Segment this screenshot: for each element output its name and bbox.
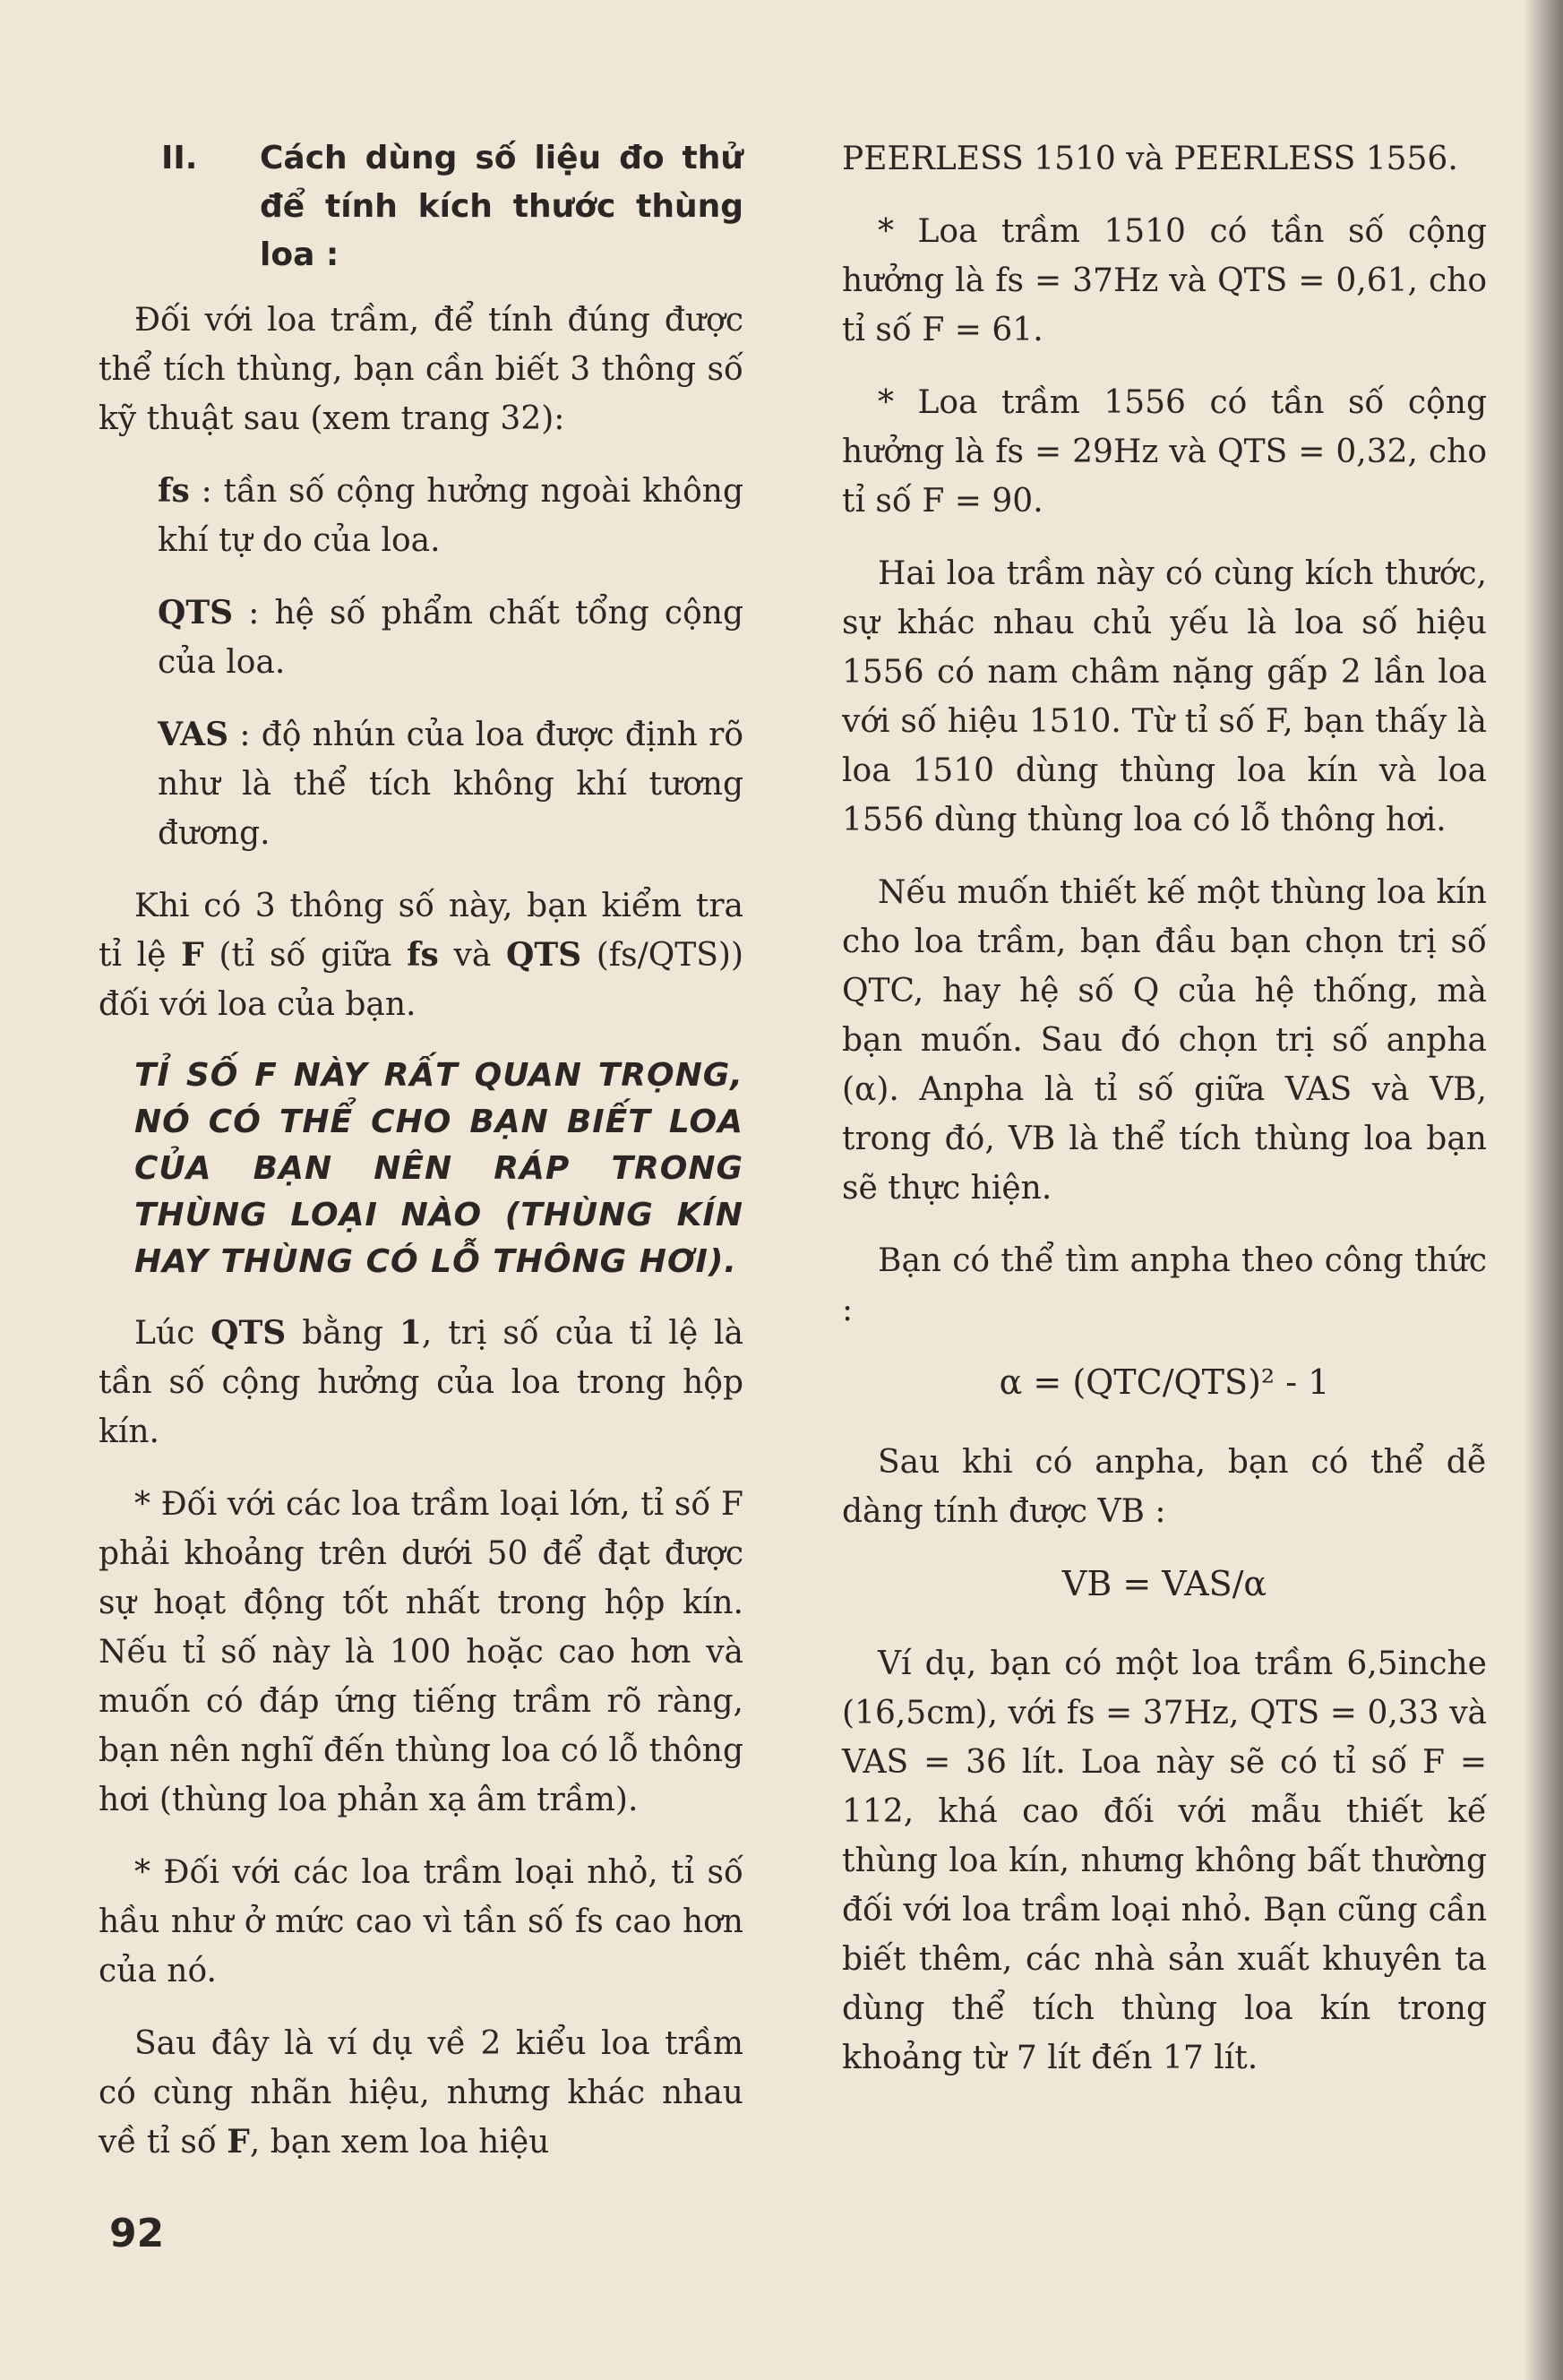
alpha-formula: α = (QTC/QTS)² - 1	[999, 1362, 1330, 1402]
term-fs: fs	[158, 472, 190, 510]
comparison-paragraph: Hai loa trầm này có cùng kích thước, sự khác nhau chủ yếu là loa số hiệu 1556 có nam châm nặng gấp 2 lần loa với số hiệu 1510. Từ tỉ số F, bạn thấy là loa 1510 dùng thùng loa kín và loa 1556 dùng thùng loa có lỗ thông hơi.	[842, 555, 1487, 838]
term-vas: VAS	[158, 716, 229, 753]
term-qts: QTS	[210, 1314, 287, 1352]
vb-formula: VB = VAS/α	[1061, 1564, 1267, 1603]
intro-paragraph: Đối với loa trầm, để tính đúng được thể tích thùng, bạn cần biết 3 thông số kỹ thuật sau (xem trang 32):	[99, 302, 743, 437]
text-run: Lúc	[134, 1315, 211, 1352]
section-title: Cách dùng số liệu đo thử để tính kích thước thùng loa :	[260, 140, 743, 273]
right-column	[842, 134, 1487, 2106]
definition-vas-text: : độ nhún của loa được định rõ như là thể tích không khí tương đương.	[158, 717, 743, 852]
bullet-small-woofers: * Đối với các loa trầm loại nhỏ, tỉ số hầu như ở mức cao vì tần số fs cao hơn của nó.	[99, 1854, 743, 1989]
page-edge-shadow	[1525, 0, 1563, 2380]
text-run: (tỉ số giữa	[203, 937, 408, 974]
text-run: , bạn xem loa hiệu	[249, 2124, 550, 2161]
continued-paragraph: PEERLESS 1510 và PEERLESS 1556.	[842, 141, 1458, 177]
definition-fs	[99, 467, 743, 565]
term-qts: QTS	[505, 936, 582, 974]
bullet-peerless-1510: * Loa trầm 1510 có tần số cộng hưởng là fs = 37Hz và QTS = 0,61, cho tỉ số F = 61.	[842, 213, 1487, 348]
definition-qts	[99, 589, 743, 687]
text-run: Khi có 3 thông số này, bạn kiểm tra tỉ lệ	[99, 888, 743, 974]
bullet-large-woofers: * Đối với các loa trầm loại lớn, tỉ số F phải khoảng trên dưới 50 để đạt được sự hoạt động tốt nhất trong hộp kín. Nếu tỉ số này là 100 hoặc cao hơn và muốn có đáp ứng tiếng trầm rõ ràng, bạn nên nghĩ đến thùng loa có lỗ thông hơi (thùng loa phản xạ âm trầm).	[99, 1486, 743, 1818]
bullet-peerless-1556: * Loa trầm 1556 có tần số cộng hưởng là fs = 29Hz và QTS = 0,32, cho tỉ số F = 90.	[842, 384, 1487, 520]
example-intro-paragraph	[99, 2019, 743, 2167]
text-run: (fs/QTS)) đối với loa của bạn.	[99, 937, 744, 1023]
page-number: 92	[109, 2211, 165, 2256]
formula-intro-paragraph: Bạn có thể tìm anpha theo công thức :	[842, 1242, 1487, 1328]
left-column	[99, 134, 743, 2190]
value-one: 1	[399, 1314, 422, 1352]
term-qts: QTS	[158, 594, 234, 632]
text-run: Sau đây là ví dụ về 2 kiểu loa trầm có cùng nhãn hiệu, nhưng khác nhau về tỉ số	[99, 2025, 743, 2161]
term-fs: fs	[407, 936, 439, 974]
check-ratio-paragraph	[99, 881, 743, 1029]
term-f: F	[227, 2123, 250, 2161]
design-paragraph: Nếu muốn thiết kế một thùng loa kín cho loa trầm, bạn đầu bạn chọn trị số QTC, hay hệ số Q của hệ thống, mà bạn muốn. Sau đó chọn trị số anpha (α). Anpha là tỉ số giữa VAS và VB, trong đó, VB là thể tích thùng loa bạn sẽ thực hiện.	[842, 874, 1487, 1207]
worked-example-paragraph: Ví dụ, bạn có một loa trầm 6,5inche (16,5cm), với fs = 37Hz, QTS = 0,33 và VAS = 36 lít. Loa này sẽ có tỉ số F = 112, khá cao đối với mẫu thiết kế thùng loa kín, nhưng không bất thường đối với loa trầm loại nhỏ. Bạn cũng cần biết thêm, các nhà sản xuất khuyên ta dùng thể tích thùng loa kín trong khoảng từ 7 lít đến 17 lít.	[842, 1645, 1487, 2076]
text-run: và	[438, 937, 506, 974]
definition-vas	[99, 710, 743, 858]
emphasis-paragraph: TỈ SỐ F NÀY RẤT QUAN TRỌNG, NÓ CÓ THỂ CHO BẠN BIẾT LOA CỦA BẠN NÊN RÁP TRONG THÙNG LOẠI NÀO (THÙNG KÍN HAY THÙNG CÓ LỖ THÔNG HƠI).	[134, 1057, 743, 1280]
definition-fs-text: : tần số cộng hưởng ngoài không khí tự do của loa.	[158, 473, 743, 559]
text-run: , trị số của tỉ lệ là tần số cộng hưởng của loa trong hộp kín.	[99, 1315, 743, 1450]
section-heading	[99, 134, 743, 279]
vb-intro-paragraph: Sau khi có anpha, bạn có thể dễ dàng tính được VB :	[842, 1444, 1487, 1530]
term-f: F	[181, 936, 204, 974]
text-run: bằng	[286, 1315, 399, 1352]
definition-qts-text: : hệ số phẩm chất tổng cộng của loa.	[158, 595, 743, 681]
qts-equals-one-paragraph	[99, 1309, 743, 1456]
section-number: II.	[161, 140, 198, 176]
